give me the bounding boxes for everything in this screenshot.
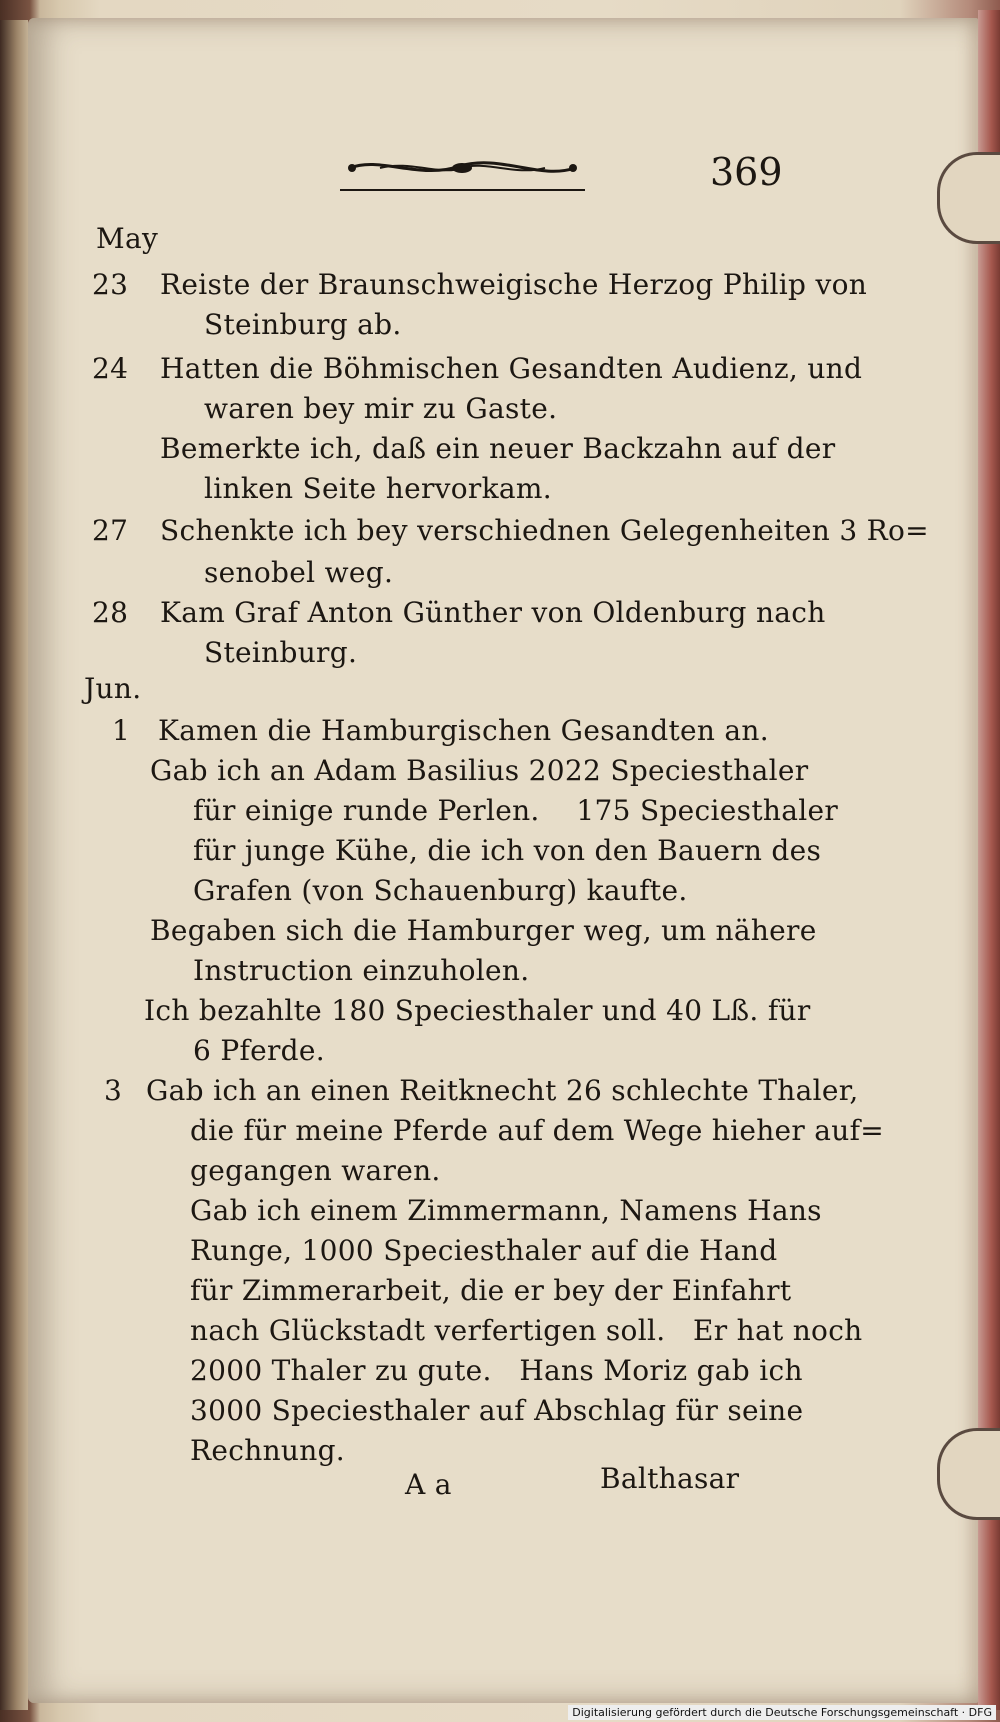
entry-day: 24 — [92, 352, 129, 385]
entry-line: für einige runde Perlen. 175 Speciesthaler — [193, 794, 839, 827]
entry-day: 3 — [104, 1074, 123, 1107]
entry-line: Schenkte ich bey verschiednen Gelegenheiten 3 Ro= — [160, 514, 929, 547]
entry-line: Steinburg ab. — [204, 308, 402, 341]
entry-line: 6 Pferde. — [193, 1034, 325, 1067]
entry-line: senobel weg. — [204, 556, 394, 589]
month-heading: Jun. — [84, 672, 142, 705]
page-clip-top — [937, 152, 1000, 244]
entry-day: 28 — [92, 596, 129, 629]
entry-line: linken Seite hervorkam. — [204, 472, 552, 505]
signature-mark: A a — [405, 1468, 452, 1501]
entry-day: 1 — [112, 714, 131, 747]
previous-page-edge — [0, 20, 28, 1710]
entry-line: Bemerkte ich, daß ein neuer Backzahn auf der — [160, 432, 836, 465]
decorative-headpiece-icon — [340, 150, 585, 196]
entry-line: Kamen die Hamburgischen Gesandten an. — [158, 714, 769, 747]
digitization-credit: Digitalisierung gefördert durch die Deutsche Forschungsgemeinschaft · DFG — [568, 1705, 996, 1720]
entry-day: 27 — [92, 514, 129, 547]
entry-day: 23 — [92, 268, 129, 301]
page-number: 369 — [710, 150, 783, 194]
entry-line: für junge Kühe, die ich von den Bauern des — [193, 834, 822, 867]
page-clip-bottom — [937, 1428, 1000, 1520]
entry-line: Gab ich an Adam Basilius 2022 Speciesthaler — [150, 754, 809, 787]
entry-line: nach Glückstadt verfertigen soll. Er hat noch — [190, 1314, 863, 1347]
entry-line: waren bey mir zu Gaste. — [204, 392, 558, 425]
entry-line: 3000 Speciesthaler auf Abschlag für seine — [190, 1394, 804, 1427]
entry-line: Ich bezahlte 180 Speciesthaler und 40 Lß. für — [144, 994, 811, 1027]
entry-line: Runge, 1000 Speciesthaler auf die Hand — [190, 1234, 778, 1267]
entry-line: Rechnung. — [190, 1434, 345, 1467]
entry-line: Instruction einzuholen. — [193, 954, 530, 987]
entry-line: Hatten die Böhmischen Gesandten Audienz, und — [160, 352, 863, 385]
entry-line: 2000 Thaler zu gute. Hans Moriz gab ich — [190, 1354, 803, 1387]
entry-line: Gab ich einem Zimmermann, Namens Hans — [190, 1194, 822, 1227]
entry-line: gegangen waren. — [190, 1154, 441, 1187]
entry-line: Kam Graf Anton Günther von Oldenburg nach — [160, 596, 826, 629]
entry-line: Begaben sich die Hamburger weg, um nähere — [150, 914, 817, 947]
entry-line: Grafen (von Schauenburg) kaufte. — [193, 874, 688, 907]
entry-line: Gab ich an einen Reitknecht 26 schlechte Thaler, — [146, 1074, 859, 1107]
entry-line: Reiste der Braunschweigische Herzog Philip von — [160, 268, 868, 301]
month-heading: May — [96, 222, 159, 255]
entry-line: für Zimmerarbeit, die er bey der Einfahrt — [190, 1274, 792, 1307]
catchword: Balthasar — [600, 1462, 740, 1495]
entry-line: Steinburg. — [204, 636, 358, 669]
entry-line: die für meine Pferde auf dem Wege hieher auf= — [190, 1114, 885, 1147]
